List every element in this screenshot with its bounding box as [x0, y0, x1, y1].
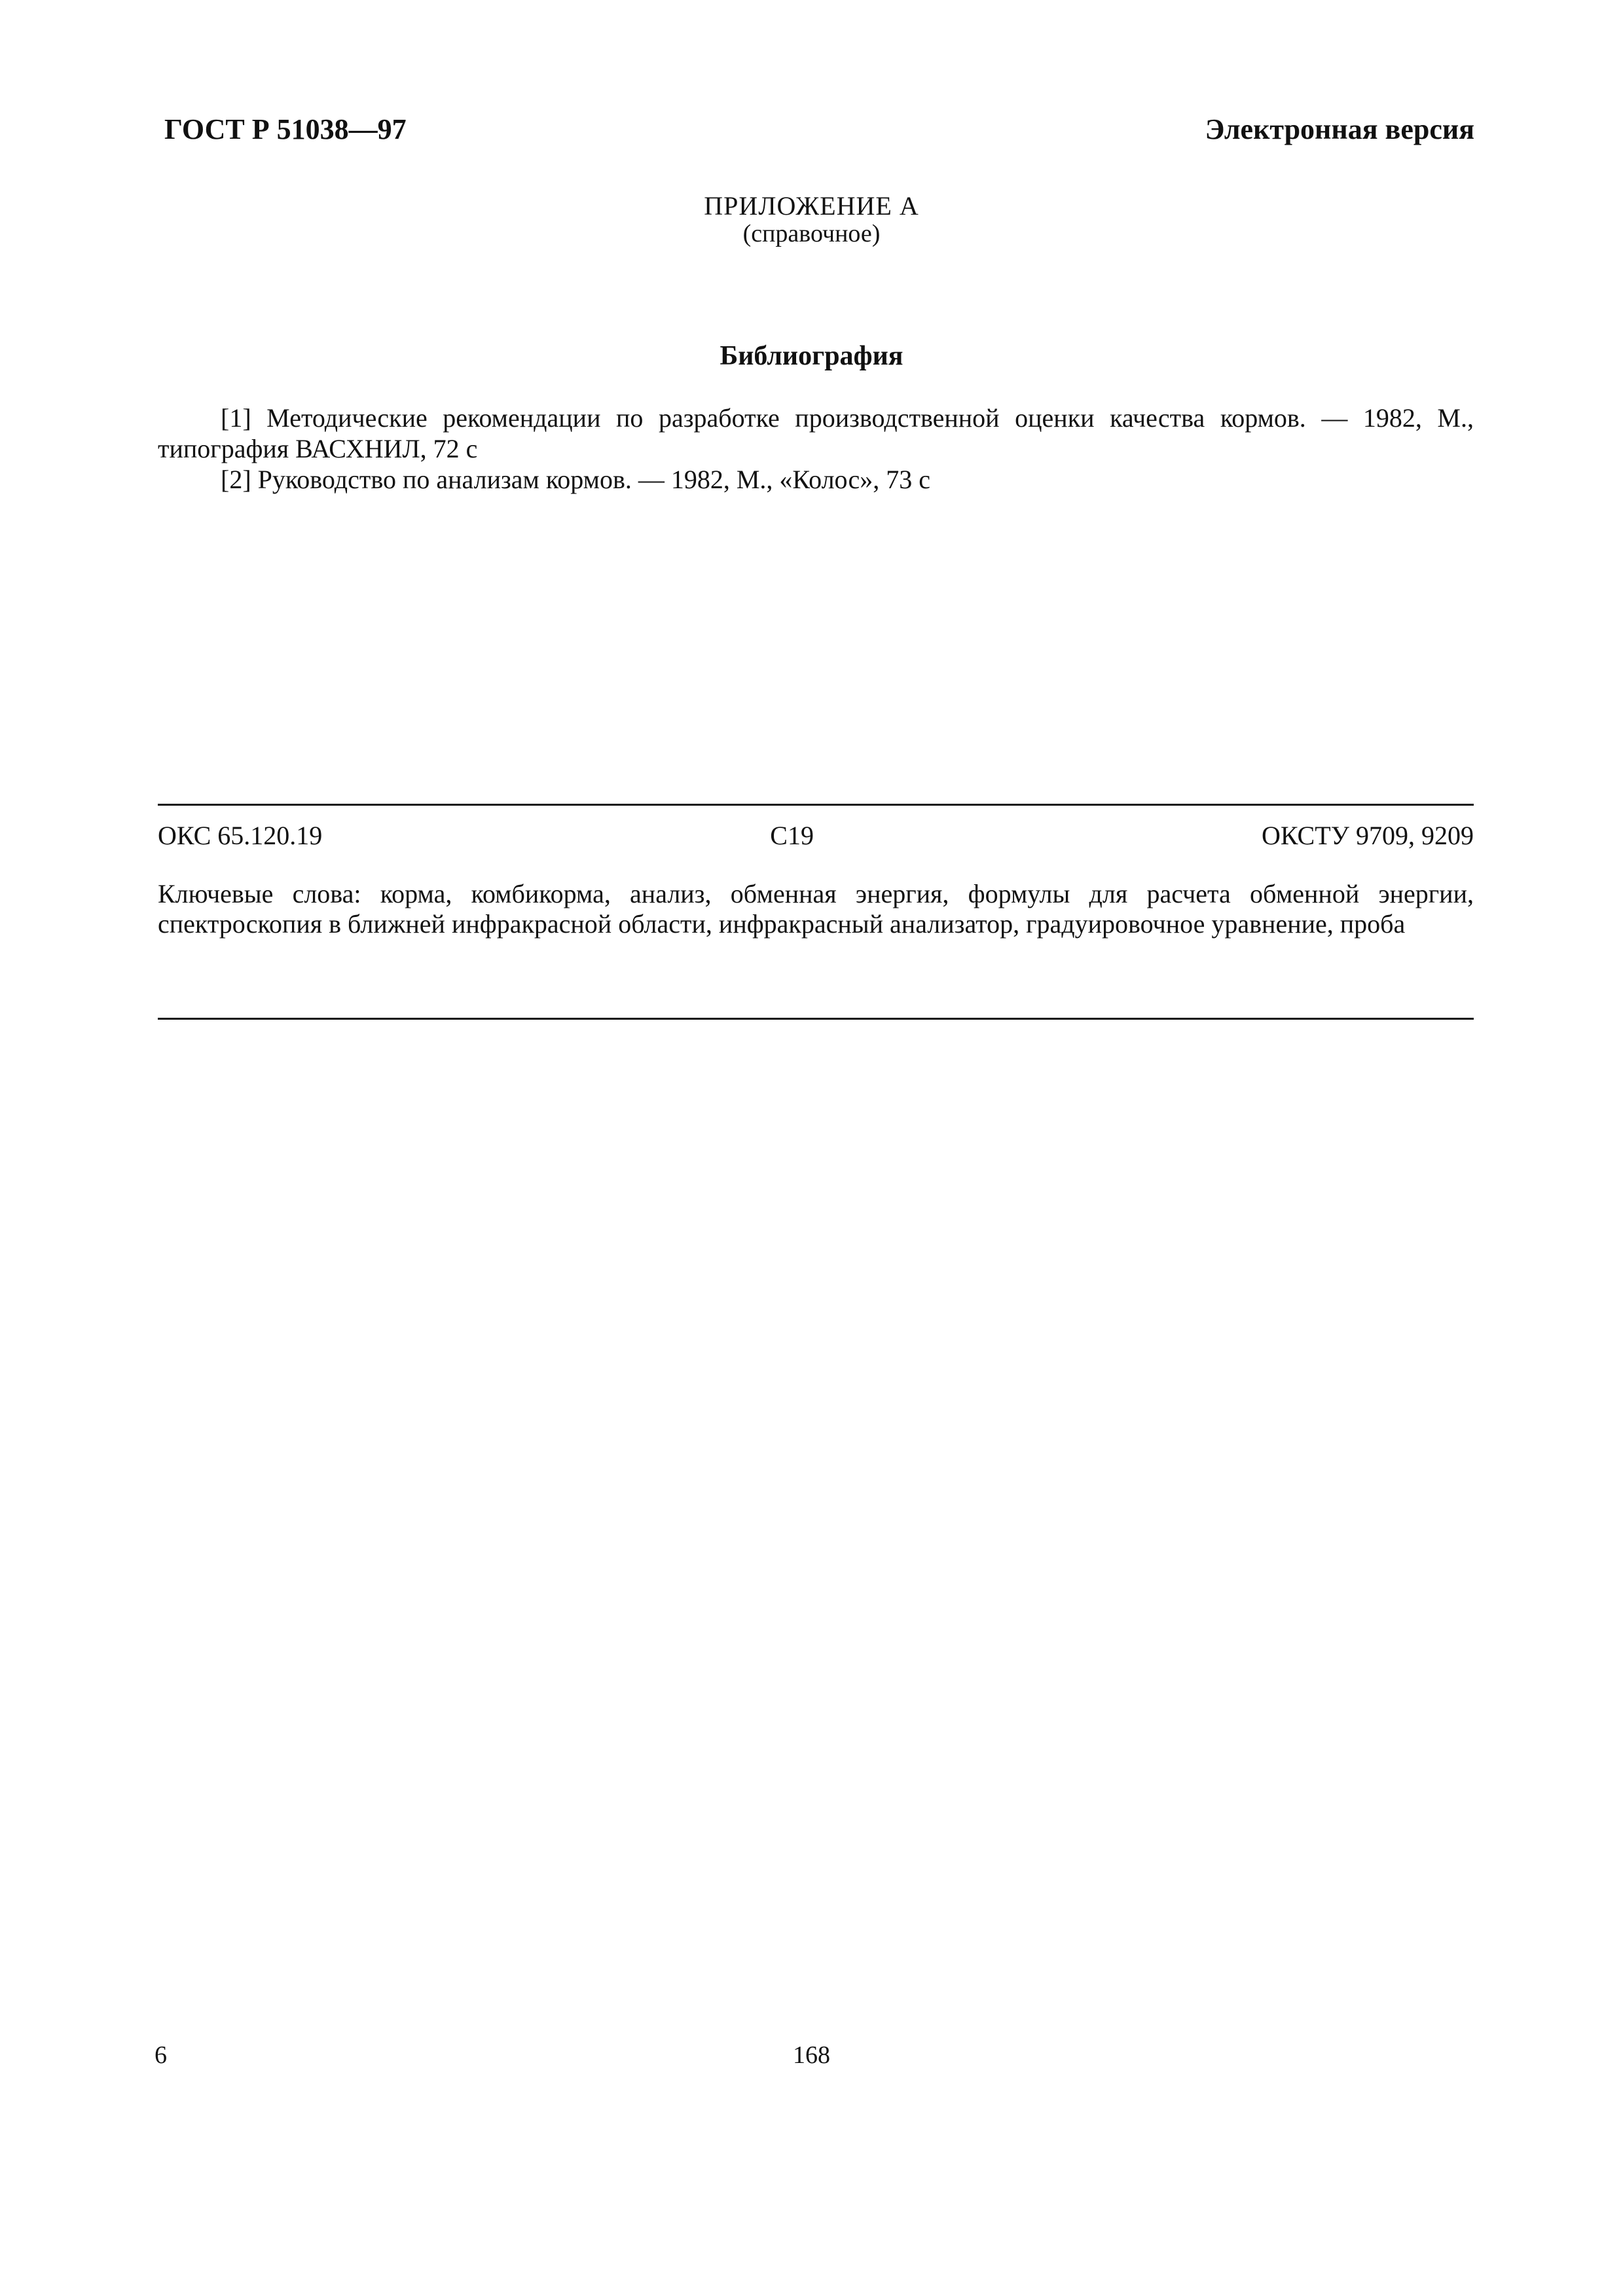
divider-top [158, 804, 1474, 806]
keywords: Ключевые слова: корма, комбикорма, анализ, обменная энергия, формулы для расчета обменной энергии, спектроскопия в ближней инфракрасной области, инфракрасный анализатор, градуировочное уравнение, проба [158, 879, 1474, 939]
page-number: 6 [155, 2041, 167, 2069]
appendix-subtitle: (справочное) [742, 220, 881, 247]
bibliography-title: Библиография [720, 341, 903, 371]
sheet-number: 168 [793, 2041, 830, 2069]
standard-designation: ГОСТ Р 51038—97 [164, 113, 407, 145]
group-code: С19 [770, 821, 814, 850]
bibliography-list [158, 403, 1474, 495]
bibliography-entry: [1] Методические рекомендации по разработке производственной оценки качества кормов. — 1982, М., типография ВАСХНИЛ, 72 с [158, 403, 1474, 463]
bibliography-entry: [2] Руководство по анализам кормов. — 1982, М., «Колос», 73 с [221, 464, 931, 494]
oks-code: ОКС 65.120.19 [158, 821, 323, 850]
appendix-title: ПРИЛОЖЕНИЕ А [704, 191, 919, 221]
classification-row [158, 820, 1474, 851]
okstu-code: ОКСТУ 9709, 9209 [1261, 821, 1474, 850]
edition-label: Электронная версия [1205, 113, 1474, 145]
divider-bottom [158, 1018, 1474, 1020]
